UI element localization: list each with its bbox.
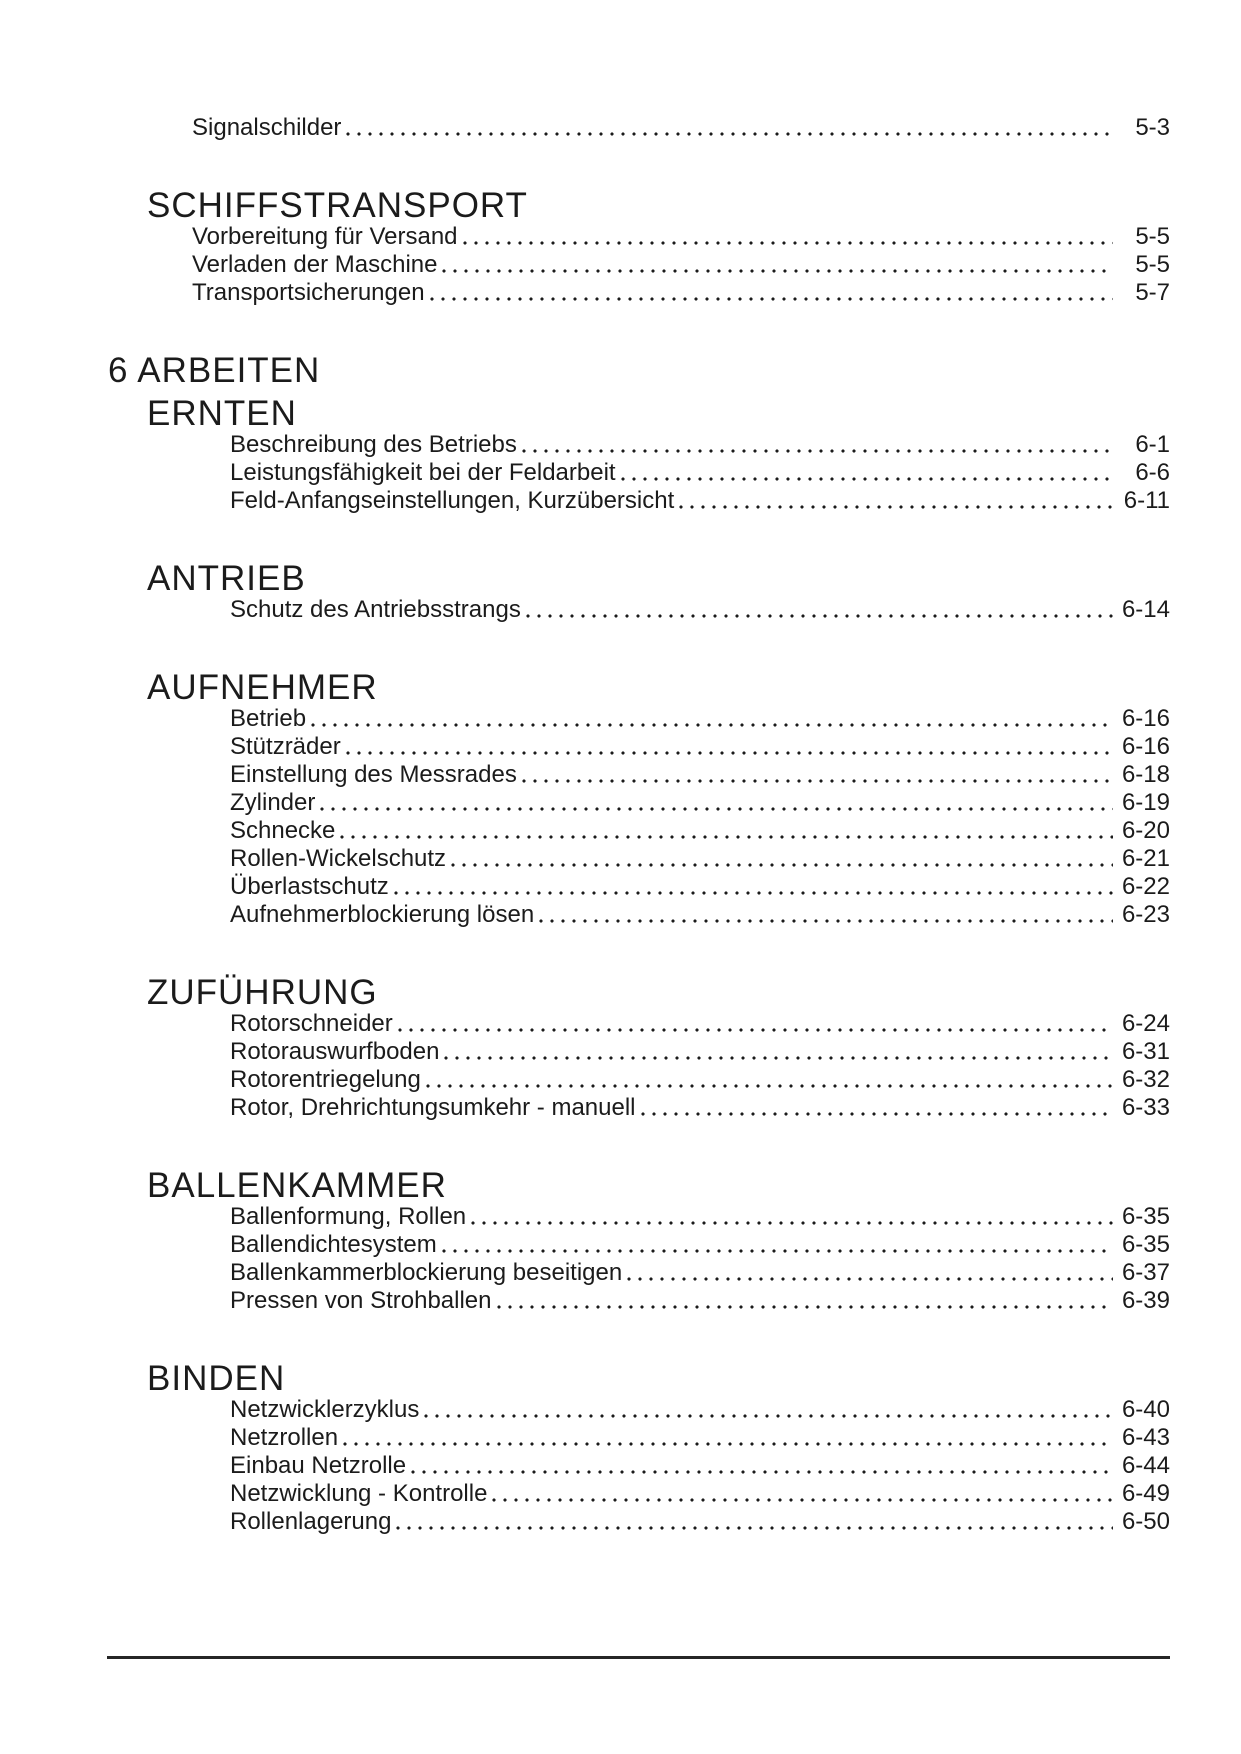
toc-entry-label: Beschreibung des Betriebs: [230, 431, 517, 458]
toc-entry-page: 6-16: [1121, 733, 1170, 760]
dot-leader: [389, 873, 1122, 901]
toc-entry-label: Rotor, Drehrichtungsumkehr - manuell: [230, 1094, 636, 1121]
toc-entry: [192, 223, 1170, 251]
toc-entry-page: 6-14: [1121, 596, 1170, 623]
dot-leader: [341, 114, 1122, 142]
dot-leader: [338, 1424, 1122, 1452]
toc-entry-label: Rotorauswurfboden: [230, 1038, 440, 1065]
toc-section: [108, 973, 1170, 1122]
dot-leader: [466, 1203, 1122, 1231]
toc-entry: [230, 1508, 1170, 1536]
toc-entry: [230, 1066, 1170, 1094]
toc-entry-label: Pressen von Strohballen: [230, 1287, 492, 1314]
toc-entry-page: 6-11: [1123, 487, 1170, 514]
toc-entry: [230, 1231, 1170, 1259]
toc-entry-label: Rotorschneider: [230, 1010, 393, 1037]
toc-entry: [230, 1287, 1170, 1315]
toc-entry: [230, 901, 1170, 929]
toc-entry-label: Rotorentriegelung: [230, 1066, 421, 1093]
dot-leader: [534, 901, 1122, 929]
dot-leader: [393, 1010, 1122, 1038]
toc-entry-page: 6-16: [1121, 705, 1170, 732]
toc-section-title: ZUFÜHRUNG: [147, 973, 378, 1012]
dot-leader: [616, 459, 1122, 487]
toc-entry-label: Überlastschutz: [230, 873, 389, 900]
toc-entry-label: Ballenkammerblockierung beseitigen: [230, 1259, 623, 1286]
toc-entry: [192, 114, 1170, 142]
dot-leader: [517, 761, 1122, 789]
dot-leader: [437, 1231, 1122, 1259]
toc-entry-label: Feld-Anfangseinstellungen, Kurzübersicht: [230, 487, 675, 514]
dot-leader: [335, 817, 1122, 845]
dot-leader: [492, 1287, 1122, 1315]
toc-entry-page: 5-5: [1135, 223, 1170, 250]
toc-entry: [230, 1452, 1170, 1480]
dot-leader: [406, 1452, 1122, 1480]
dot-leader: [439, 1038, 1121, 1066]
toc-entry-label: Verladen der Maschine: [192, 251, 438, 278]
toc-entry-page: 6-24: [1121, 1010, 1170, 1037]
dot-leader: [636, 1094, 1122, 1122]
toc-section-title: BINDEN: [147, 1359, 286, 1398]
toc-entry-page: 6-35: [1121, 1231, 1170, 1258]
dot-leader: [487, 1480, 1122, 1508]
toc-entry-page: 6-50: [1121, 1508, 1170, 1535]
footer-divider: [107, 1656, 1170, 1659]
dot-leader: [521, 596, 1122, 624]
toc-entry: [230, 733, 1170, 761]
toc-entry: [230, 459, 1170, 487]
toc-entry: [230, 789, 1170, 817]
toc-entry: [230, 873, 1170, 901]
toc-content: [108, 114, 1170, 1536]
toc-entry: [230, 1396, 1170, 1424]
toc-entry-label: Leistungsfähigkeit bei der Feldarbeit: [230, 459, 616, 486]
toc-entry-group: [108, 114, 1170, 142]
toc-entry-page: 6-37: [1121, 1259, 1170, 1286]
toc-entry-label: Einstellung des Messrades: [230, 761, 517, 788]
toc-entry-page: 6-23: [1121, 901, 1170, 928]
toc-section: [108, 1359, 1170, 1536]
toc-section-title: ERNTEN: [147, 394, 297, 433]
dot-leader: [437, 251, 1122, 279]
toc-section: [108, 394, 1170, 515]
toc-entry-page: 6-18: [1121, 761, 1170, 788]
dot-leader: [446, 845, 1122, 873]
toc-entry-label: Netzrollen: [230, 1424, 339, 1451]
toc-entry: [230, 431, 1170, 459]
toc-entry: [230, 761, 1170, 789]
toc-section-title: SCHIFFSTRANSPORT: [147, 186, 528, 225]
toc-section-title: BALLENKAMMER: [147, 1166, 447, 1205]
toc-entry-label: Netzwicklung - Kontrolle: [230, 1480, 488, 1507]
toc-entry: [230, 1203, 1170, 1231]
toc-entry-page: 6-49: [1121, 1480, 1170, 1507]
toc-entry-label: Ballendichtesystem: [230, 1231, 437, 1258]
toc-entry: [230, 1038, 1170, 1066]
dot-leader: [341, 733, 1122, 761]
toc-entry-page: 6-21: [1121, 845, 1170, 872]
dot-leader: [517, 431, 1122, 459]
toc-entry-label: Aufnehmerblockierung lösen: [230, 901, 535, 928]
dot-leader: [419, 1396, 1122, 1424]
toc-entry: [230, 1259, 1170, 1287]
toc-entry: [192, 279, 1170, 307]
toc-entry: [230, 1480, 1170, 1508]
toc-entry-label: Signalschilder: [192, 114, 342, 141]
toc-entry: [230, 596, 1170, 624]
toc-entry-page: 6-33: [1121, 1094, 1170, 1121]
toc-entry-label: Transportsicherungen: [192, 279, 425, 306]
toc-entry-label: Ballenformung, Rollen: [230, 1203, 467, 1230]
dot-leader: [391, 1508, 1122, 1536]
toc-entry-label: Schutz des Antriebsstrangs: [230, 596, 521, 623]
toc-entry-label: Netzwicklerzyklus: [230, 1396, 420, 1423]
toc-entry-label: Stützräder: [230, 733, 341, 760]
dot-leader: [425, 279, 1122, 307]
dot-leader: [306, 705, 1122, 733]
toc-entry-page: 6-31: [1121, 1038, 1170, 1065]
toc-entry-page: 6-40: [1121, 1396, 1170, 1423]
toc-entry-page: 5-5: [1135, 251, 1170, 278]
toc-entry: [192, 251, 1170, 279]
toc-section: [108, 668, 1170, 929]
dot-leader: [458, 223, 1122, 251]
toc-entry-page: 6-43: [1121, 1424, 1170, 1451]
toc-entry: [230, 845, 1170, 873]
toc-entry-page: 6-20: [1121, 817, 1170, 844]
dot-leader: [622, 1259, 1122, 1287]
dot-leader: [674, 487, 1122, 515]
toc-section-title: AUFNEHMER: [147, 668, 378, 707]
dot-leader: [315, 789, 1122, 817]
toc-entry-page: 6-1: [1135, 431, 1170, 458]
toc-chapter-title: 6 ARBEITEN: [108, 351, 321, 390]
toc-entry: [230, 817, 1170, 845]
toc-section: [108, 1166, 1170, 1315]
toc-section-title: ANTRIEB: [147, 559, 306, 598]
toc-entry-page: 5-7: [1135, 279, 1170, 306]
toc-entry-label: Schnecke: [230, 817, 336, 844]
toc-entry: [230, 705, 1170, 733]
toc-entry-label: Vorbereitung für Versand: [192, 223, 458, 250]
toc-section: [108, 559, 1170, 624]
toc-entry-page: 5-3: [1135, 114, 1170, 141]
toc-entry-page: 6-44: [1121, 1452, 1170, 1479]
toc-entry: [230, 1094, 1170, 1122]
toc-entry-page: 6-39: [1121, 1287, 1170, 1314]
toc-entry-page: 6-6: [1135, 459, 1170, 486]
toc-entry-label: Betrieb: [230, 705, 307, 732]
toc-section: [108, 186, 1170, 307]
toc-entry-label: Rollenlagerung: [230, 1508, 392, 1535]
toc-entry-label: Zylinder: [230, 789, 316, 816]
toc-entry-page: 6-19: [1121, 789, 1170, 816]
toc-entry-label: Rollen-Wickelschutz: [230, 845, 447, 872]
toc-entry: [230, 487, 1170, 515]
toc-entry-page: 6-35: [1121, 1203, 1170, 1230]
toc-entry: [230, 1424, 1170, 1452]
dot-leader: [421, 1066, 1122, 1094]
toc-entry-label: Einbau Netzrolle: [230, 1452, 407, 1479]
toc-entry-page: 6-32: [1121, 1066, 1170, 1093]
toc-entry-page: 6-22: [1121, 873, 1170, 900]
toc-entry: [230, 1010, 1170, 1038]
